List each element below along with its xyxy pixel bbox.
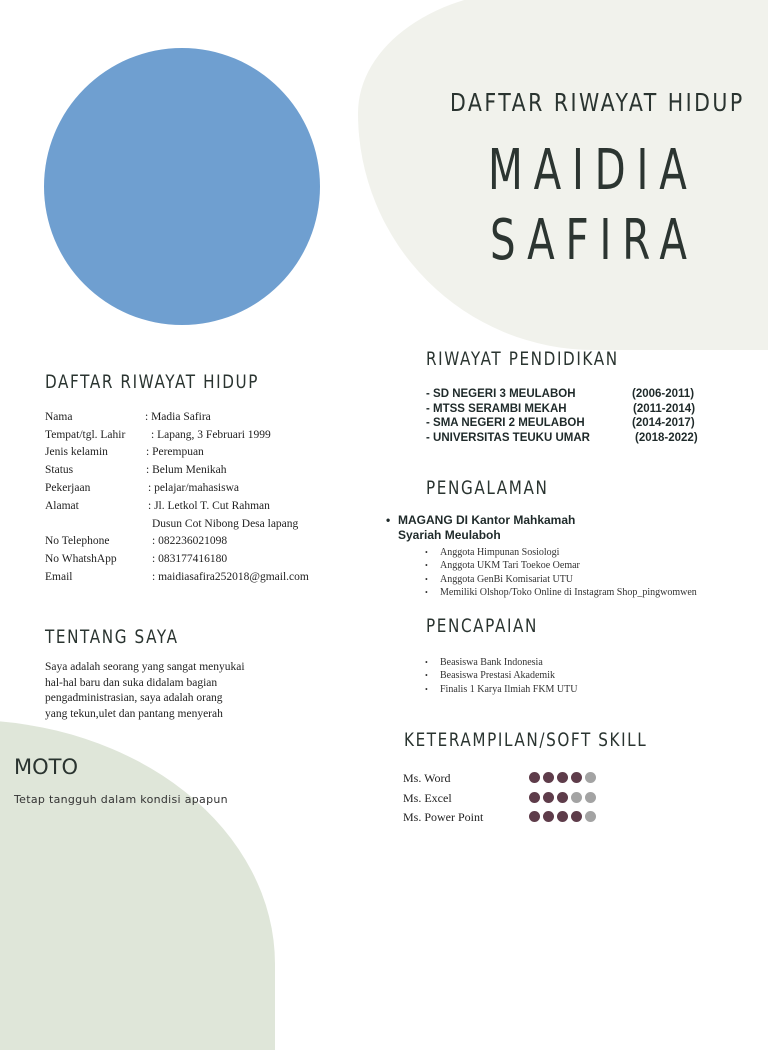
- moto-text: Tetap tangguh dalam kondisi apapun: [14, 793, 228, 806]
- experience-main-line: Syariah Meulaboh: [398, 528, 501, 542]
- skill-rating: [529, 772, 596, 783]
- experience-list: [425, 546, 697, 600]
- rating-dot-filled: [529, 772, 540, 783]
- education-years: (2014-2017): [632, 417, 695, 429]
- about-line: hal-hal baru dan suka didalam bagian: [45, 676, 218, 689]
- education-item: [426, 402, 696, 418]
- about-line: Saya adalah seorang yang sangat menyukai: [45, 661, 245, 673]
- bullet-icon: •: [386, 513, 391, 527]
- skills-heading: KETERAMPILAN/SOFT SKILL: [404, 729, 648, 751]
- rating-dot-filled: [543, 811, 554, 822]
- about-heading: TENTANG SAYA: [45, 626, 179, 648]
- education-school: - MTSS SERAMBI MEKAH: [426, 402, 567, 415]
- education-school: - SD NEGERI 3 MEULABOH: [426, 388, 576, 400]
- rating-dot-filled: [529, 792, 540, 803]
- bio-value: Dusun Cot Nibong Desa lapang: [152, 518, 299, 530]
- achievements-heading: PENCAPAIAN: [426, 615, 538, 637]
- bio-label: Tempat/tgl. Lahir: [45, 429, 126, 441]
- skill-name: Ms. Excel: [403, 790, 452, 805]
- skill-name: Ms. Power Point: [403, 810, 484, 824]
- list-item: • Anggota UKM Tari Toekoe Oemar: [425, 559, 697, 572]
- list-item: • Finalis 1 Karya Ilmiah FKM UTU: [425, 683, 578, 696]
- bio-value: : Jl. Letkol T. Cut Rahman: [148, 500, 270, 512]
- list-item: • Memiliki Olshop/Toko Online di Instagram Shop_pingwomwen: [425, 586, 697, 599]
- bio-value: : pelajar/mahasiswa: [148, 482, 240, 494]
- last-name: SAFIRA: [490, 208, 698, 273]
- rating-dot-filled: [557, 792, 568, 803]
- list-item: • Beasiswa Bank Indonesia: [425, 656, 578, 669]
- moto-heading: MOTO: [14, 755, 79, 779]
- bio-value: : 082236021098: [152, 535, 228, 547]
- bio-label: Jenis kelamin: [45, 446, 108, 458]
- bio-label: Status: [45, 464, 74, 476]
- bio-value: : Madia Safira: [145, 411, 211, 423]
- rating-dot-filled: [557, 811, 568, 822]
- rating-dot-filled: [543, 772, 554, 783]
- education-item: [426, 388, 695, 403]
- education-school: - UNIVERSITAS TEUKU UMAR: [426, 431, 590, 444]
- bio-label: Pekerjaan: [45, 482, 91, 494]
- skill-name: Ms. Word: [403, 771, 451, 785]
- rating-dot-empty: [585, 772, 596, 783]
- page-title: DAFTAR RIWAYAT HIDUP: [450, 88, 745, 117]
- education-list: [426, 388, 698, 446]
- about-text: [45, 660, 305, 722]
- education-item: [426, 417, 695, 432]
- list-item: • Beasiswa Prestasi Akademik: [425, 669, 578, 682]
- experience-heading: PENGALAMAN: [426, 477, 549, 499]
- bio-value: : Perempuan: [146, 446, 204, 458]
- bio-label: Email: [45, 571, 73, 583]
- about-line: yang tekun,ulet dan pantang menyerah: [45, 707, 223, 720]
- education-years: (2018-2022): [635, 431, 698, 444]
- bio-value: : maidiasafira252018@gmail.com: [152, 571, 309, 583]
- rating-dot-filled: [571, 811, 582, 822]
- education-item: [426, 431, 698, 447]
- skill-rating: [529, 792, 596, 803]
- education-school: - SMA NEGERI 2 MEULABOH: [426, 417, 585, 429]
- list-item: • Anggota GenBi Komisariat UTU: [425, 573, 697, 586]
- rating-dot-filled: [529, 811, 540, 822]
- experience-main-line: MAGANG DI Kantor Mahkamah: [398, 513, 576, 527]
- photo-circle: [44, 48, 320, 325]
- bio-label: No Telephone: [45, 535, 110, 547]
- bio-label: Alamat: [45, 500, 79, 512]
- bio-value: : Lapang, 3 Februari 1999: [151, 429, 271, 441]
- first-name: MAIDIA: [488, 138, 698, 203]
- experience-main-item: [386, 513, 575, 543]
- bio-value: : Belum Menikah: [146, 464, 227, 476]
- bio-label: No WhatshApp: [45, 553, 117, 565]
- about-line: pengadministrasian, saya adalah orang: [45, 692, 223, 704]
- rating-dot-empty: [571, 792, 582, 803]
- achievements-list: [425, 656, 578, 696]
- rating-dot-filled: [543, 792, 554, 803]
- rating-dot-empty: [585, 792, 596, 803]
- bio-label: Nama: [45, 411, 73, 423]
- list-item: • Anggota Himpunan Sosiologi: [425, 546, 697, 559]
- bio-value: : 083177416180: [152, 553, 228, 565]
- bio-heading: DAFTAR RIWAYAT HIDUP: [45, 371, 260, 393]
- skill-rating: [529, 811, 596, 822]
- education-years: (2011-2014): [633, 402, 696, 415]
- education-years: (2006-2011): [632, 388, 695, 400]
- education-heading: RIWAYAT PENDIDIKAN: [426, 348, 619, 370]
- rating-dot-empty: [585, 811, 596, 822]
- rating-dot-filled: [557, 772, 568, 783]
- rating-dot-filled: [571, 772, 582, 783]
